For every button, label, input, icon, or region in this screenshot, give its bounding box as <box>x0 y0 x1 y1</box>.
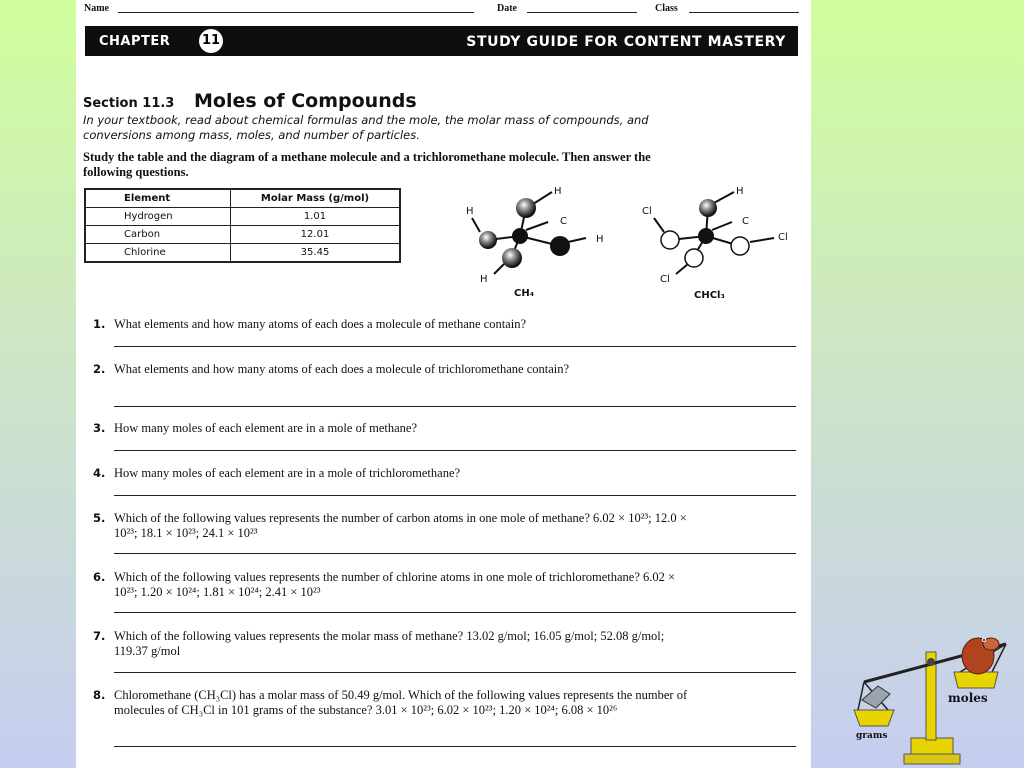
chlorine-atom <box>685 249 703 267</box>
question-text: How many moles of each element are in a mole of trichloromethane? <box>114 466 461 480</box>
section-intro: In your textbook, read about chemical formulas and the mole, the molar mass of compounds, and conversions among mass, moles, and number of particles. <box>83 113 649 142</box>
question-text: Chloromethane (CH₃Cl) has a molar mass of 50.49 g/mol. Which of the following values represents the number of molecules of CH₃Cl in 101 grams of the substance? 3.01 × 10²³; 6.02 × 10²³; 1.20 × 10²⁴; 6.08 × 10²⁶ <box>114 688 688 717</box>
hydrogen-atom <box>699 199 717 217</box>
question-7 <box>93 629 793 659</box>
table-row <box>85 208 400 226</box>
table-header-row <box>85 189 400 208</box>
chcl3-label-h-top: H <box>736 186 744 197</box>
question-number: 6. <box>93 570 106 584</box>
class-line <box>689 12 799 13</box>
table-cell: Chlorine <box>85 244 231 263</box>
table-header-element: Element <box>85 189 231 208</box>
molar-mass-table <box>84 188 401 263</box>
scale-label-right: moles <box>948 691 988 705</box>
answer-line-7[interactable] <box>114 672 796 673</box>
question-number: 2. <box>93 362 106 376</box>
chapter-label: CHAPTER <box>99 34 171 49</box>
methane-formula: CH₄ <box>514 288 535 299</box>
question-number: 3. <box>93 421 106 435</box>
hydrogen-atom <box>550 236 570 256</box>
hydrogen-atom <box>502 248 522 268</box>
name-label: Name <box>84 3 109 14</box>
methane-label-c: C <box>560 216 567 227</box>
chcl3-label-cl-left: Cl <box>642 206 652 217</box>
question-6 <box>93 570 793 600</box>
answer-line-2[interactable] <box>114 406 796 407</box>
question-3 <box>93 421 793 436</box>
chapter-banner <box>85 26 798 56</box>
chcl3-label-cl-right: Cl <box>778 232 788 243</box>
section-label: Section 11.3 <box>83 96 175 111</box>
section-title: Moles of Compounds <box>194 90 417 112</box>
answer-line-3[interactable] <box>114 450 796 451</box>
question-text: What elements and how many atoms of each does a molecule of trichloromethane contain? <box>114 362 570 376</box>
answer-line-5[interactable] <box>114 553 796 554</box>
name-line <box>118 12 474 13</box>
carbon-atom <box>698 228 714 244</box>
date-line <box>527 12 637 13</box>
question-8 <box>93 688 793 718</box>
question-number: 7. <box>93 629 106 643</box>
question-text: Which of the following values represents the number of carbon atoms in one mole of methane? 6.02 × 10²³; 12.0 × 10²³; 18.1 × 10²³; 24.1 × 10²³ <box>114 511 687 540</box>
question-text: How many moles of each element are in a mole of methane? <box>114 421 418 435</box>
question-2 <box>93 362 793 377</box>
answer-line-6[interactable] <box>114 612 796 613</box>
chcl3-label-cl-bottom: Cl <box>660 274 670 285</box>
question-5 <box>93 511 793 541</box>
carbon-atom <box>512 228 528 244</box>
chapter-number-badge: 11 <box>199 29 223 53</box>
table-cell: Carbon <box>85 226 231 244</box>
rock-icon <box>862 686 890 708</box>
question-4 <box>93 466 793 481</box>
chlorine-atom <box>731 237 749 255</box>
class-label: Class <box>655 3 678 14</box>
chcl3-label-c: C <box>742 216 749 227</box>
table-row <box>85 244 400 263</box>
table-cell: 1.01 <box>231 208 401 226</box>
methane-label-h-bottom: H <box>480 274 488 285</box>
chcl3-formula: CHCl₃ <box>694 290 725 301</box>
hydrogen-atom <box>516 198 536 218</box>
question-text: Which of the following values represents the number of chlorine atoms in one mole of trichloromethane? 6.02 × 10²³; 1.20 × 10²⁴; 1.81 × 10²⁴; 2.41 × 10²³ <box>114 570 676 599</box>
instructions: Study the table and the diagram of a methane molecule and a trichloromethane molecule. Then answer the following questions. <box>83 150 651 179</box>
balance-scale-illustration <box>848 628 1020 766</box>
hydrogen-atom <box>479 231 497 249</box>
scale-label-left: grams <box>856 731 888 741</box>
date-label: Date <box>497 3 517 14</box>
methane-label-h-left: H <box>466 206 474 217</box>
banner-title: STUDY GUIDE FOR CONTENT MASTERY <box>466 34 786 50</box>
chlorine-atom <box>661 231 679 249</box>
answer-line-8[interactable] <box>114 746 796 747</box>
question-number: 1. <box>93 317 106 331</box>
worksheet-page <box>76 0 811 768</box>
methane-label-h-right: H <box>596 234 604 245</box>
question-text: What elements and how many atoms of each does a molecule of methane contain? <box>114 317 526 331</box>
table-cell: 12.01 <box>231 226 401 244</box>
table-cell: 35.45 <box>231 244 401 263</box>
methane-diagram <box>456 180 616 305</box>
table-cell: Hydrogen <box>85 208 231 226</box>
question-number: 4. <box>93 466 106 480</box>
answer-line-4[interactable] <box>114 495 796 496</box>
trichloromethane-diagram <box>632 180 811 305</box>
methane-label-h-top: H <box>554 186 562 197</box>
table-header-molar-mass: Molar Mass (g/mol) <box>231 189 401 208</box>
question-number: 8. <box>93 688 106 702</box>
question-text: Which of the following values represents the molar mass of methane? 13.02 g/mol; 16.05 g/mol; 52.08 g/mol; 119.37 g/mol <box>114 629 665 658</box>
table-row <box>85 226 400 244</box>
question-number: 5. <box>93 511 106 525</box>
question-1 <box>93 317 793 332</box>
answer-line-1[interactable] <box>114 346 796 347</box>
